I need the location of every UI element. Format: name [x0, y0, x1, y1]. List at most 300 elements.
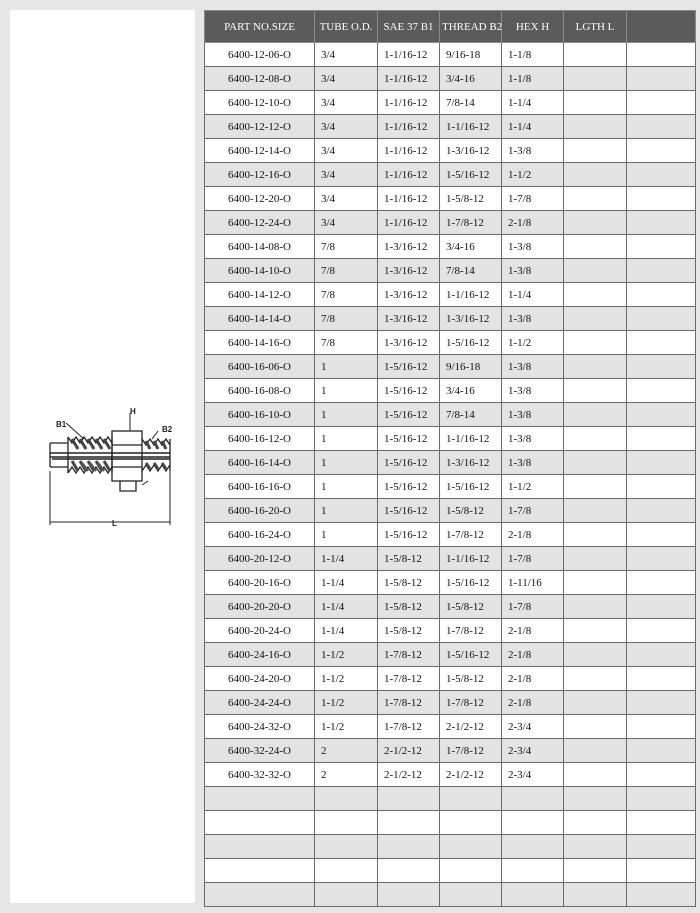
- cell-extra: [627, 331, 696, 355]
- cell-extra: [627, 571, 696, 595]
- cell-part-no: 6400-24-20-O: [205, 667, 315, 691]
- cell-length-l: [564, 739, 627, 763]
- cell-part-no: [205, 859, 315, 883]
- cell-tube-od: 1-1/2: [315, 643, 378, 667]
- cell-sae-37-b1: 1-3/16-12: [378, 259, 440, 283]
- cell-sae-37-b1: 1-3/16-12: [378, 283, 440, 307]
- cell-hex-h: 2-1/8: [502, 211, 564, 235]
- cell-tube-od: 1-1/4: [315, 571, 378, 595]
- cell-length-l: [564, 475, 627, 499]
- cell-sae-37-b1: [378, 835, 440, 859]
- cell-tube-od: [315, 787, 378, 811]
- cell-sae-37-b1: 1-7/8-12: [378, 643, 440, 667]
- cell-length-l: [564, 787, 627, 811]
- cell-part-no: 6400-12-24-O: [205, 211, 315, 235]
- cell-extra: [627, 307, 696, 331]
- table-row: [205, 739, 696, 763]
- cell-thread-b2: 1-7/8-12: [440, 691, 502, 715]
- cell-length-l: [564, 691, 627, 715]
- cell-hex-h: 1-1/8: [502, 67, 564, 91]
- cell-extra: [627, 379, 696, 403]
- cell-hex-h: 1-7/8: [502, 595, 564, 619]
- cell-part-no: 6400-12-12-O: [205, 115, 315, 139]
- cell-length-l: [564, 835, 627, 859]
- cell-part-no: 6400-20-12-O: [205, 547, 315, 571]
- cell-extra: [627, 643, 696, 667]
- cell-part-no: 6400-16-06-O: [205, 355, 315, 379]
- cell-length-l: [564, 883, 627, 907]
- cell-tube-od: 1-1/4: [315, 547, 378, 571]
- cell-part-no: 6400-12-08-O: [205, 67, 315, 91]
- cell-hex-h: 2-1/8: [502, 619, 564, 643]
- cell-extra: [627, 499, 696, 523]
- cell-length-l: [564, 379, 627, 403]
- cell-extra: [627, 355, 696, 379]
- cell-sae-37-b1: 1-1/16-12: [378, 67, 440, 91]
- cell-hex-h: 1-3/8: [502, 427, 564, 451]
- cell-extra: [627, 715, 696, 739]
- table-row: [205, 883, 696, 907]
- cell-extra: [627, 619, 696, 643]
- table-row: [205, 115, 696, 139]
- cell-length-l: [564, 211, 627, 235]
- cell-thread-b2: [440, 811, 502, 835]
- cell-length-l: [564, 451, 627, 475]
- cell-extra: [627, 139, 696, 163]
- cell-sae-37-b1: 1-5/16-12: [378, 499, 440, 523]
- cell-part-no: 6400-14-16-O: [205, 331, 315, 355]
- label-l: L: [112, 519, 117, 528]
- cell-thread-b2: [440, 835, 502, 859]
- cell-extra: [627, 163, 696, 187]
- cell-thread-b2: 1-5/16-12: [440, 571, 502, 595]
- cell-extra: [627, 595, 696, 619]
- cell-extra: [627, 523, 696, 547]
- cell-hex-h: 1-1/4: [502, 283, 564, 307]
- cell-tube-od: 1: [315, 403, 378, 427]
- cell-sae-37-b1: 1-7/8-12: [378, 715, 440, 739]
- cell-sae-37-b1: 1-3/16-12: [378, 307, 440, 331]
- table-row: [205, 91, 696, 115]
- table-row: [205, 499, 696, 523]
- table-row: [205, 619, 696, 643]
- cell-tube-od: 3/4: [315, 115, 378, 139]
- cell-sae-37-b1: 1-5/8-12: [378, 595, 440, 619]
- table-row: [205, 187, 696, 211]
- table-row: [205, 787, 696, 811]
- cell-length-l: [564, 283, 627, 307]
- cell-thread-b2: 1-5/8-12: [440, 499, 502, 523]
- cell-length-l: [564, 163, 627, 187]
- header-hex-h: HEX H: [502, 11, 564, 43]
- cell-hex-h: 1-11/16: [502, 571, 564, 595]
- cell-part-no: 6400-14-10-O: [205, 259, 315, 283]
- cell-thread-b2: 1-3/16-12: [440, 451, 502, 475]
- cell-sae-37-b1: [378, 883, 440, 907]
- cell-tube-od: 1: [315, 499, 378, 523]
- cell-thread-b2: 7/8-14: [440, 403, 502, 427]
- cell-length-l: [564, 427, 627, 451]
- table-body: [205, 43, 696, 907]
- cell-tube-od: 1-1/2: [315, 691, 378, 715]
- table-row: [205, 859, 696, 883]
- label-h: H: [130, 407, 136, 416]
- cell-extra: [627, 115, 696, 139]
- cell-sae-37-b1: 1-5/16-12: [378, 523, 440, 547]
- cell-hex-h: [502, 811, 564, 835]
- cell-tube-od: 7/8: [315, 283, 378, 307]
- cell-extra: [627, 211, 696, 235]
- cell-hex-h: 1-3/8: [502, 403, 564, 427]
- cell-hex-h: 2-1/8: [502, 667, 564, 691]
- cell-tube-od: 1: [315, 379, 378, 403]
- cell-part-no: 6400-16-08-O: [205, 379, 315, 403]
- cell-sae-37-b1: 1-7/8-12: [378, 691, 440, 715]
- table-row: [205, 379, 696, 403]
- table-row: [205, 811, 696, 835]
- cell-length-l: [564, 547, 627, 571]
- cell-extra: [627, 43, 696, 67]
- cell-tube-od: 1-1/4: [315, 619, 378, 643]
- cell-thread-b2: 1-7/8-12: [440, 739, 502, 763]
- cell-length-l: [564, 595, 627, 619]
- cell-sae-37-b1: 1-1/16-12: [378, 115, 440, 139]
- cell-tube-od: 2: [315, 763, 378, 787]
- cell-hex-h: [502, 787, 564, 811]
- cell-thread-b2: 9/16-18: [440, 43, 502, 67]
- cell-tube-od: 3/4: [315, 67, 378, 91]
- table-row: [205, 715, 696, 739]
- cell-hex-h: 1-1/2: [502, 475, 564, 499]
- cell-length-l: [564, 763, 627, 787]
- cell-hex-h: 1-3/8: [502, 259, 564, 283]
- cell-extra: [627, 763, 696, 787]
- cell-extra: [627, 883, 696, 907]
- cell-part-no: [205, 883, 315, 907]
- cell-sae-37-b1: 1-5/8-12: [378, 547, 440, 571]
- cell-sae-37-b1: 1-5/8-12: [378, 619, 440, 643]
- cell-thread-b2: 1-5/8-12: [440, 595, 502, 619]
- cell-tube-od: 1-1/2: [315, 715, 378, 739]
- cell-part-no: 6400-12-16-O: [205, 163, 315, 187]
- cell-length-l: [564, 187, 627, 211]
- cell-extra: [627, 403, 696, 427]
- cell-tube-od: 1-1/4: [315, 595, 378, 619]
- cell-tube-od: 1: [315, 475, 378, 499]
- cell-tube-od: 7/8: [315, 235, 378, 259]
- cell-part-no: 6400-24-16-O: [205, 643, 315, 667]
- cell-tube-od: 1: [315, 355, 378, 379]
- cell-part-no: 6400-14-14-O: [205, 307, 315, 331]
- cell-extra: [627, 451, 696, 475]
- cell-thread-b2: [440, 859, 502, 883]
- cell-sae-37-b1: [378, 787, 440, 811]
- cell-hex-h: 2-1/8: [502, 643, 564, 667]
- cell-length-l: [564, 43, 627, 67]
- cell-length-l: [564, 811, 627, 835]
- cell-thread-b2: 1-1/16-12: [440, 283, 502, 307]
- cell-part-no: 6400-16-10-O: [205, 403, 315, 427]
- cell-sae-37-b1: 2-1/2-12: [378, 763, 440, 787]
- cell-thread-b2: 1-7/8-12: [440, 619, 502, 643]
- cell-tube-od: 3/4: [315, 211, 378, 235]
- cell-hex-h: [502, 859, 564, 883]
- cell-thread-b2: 7/8-14: [440, 91, 502, 115]
- cell-sae-37-b1: 1-1/16-12: [378, 91, 440, 115]
- cell-hex-h: 2-3/4: [502, 763, 564, 787]
- table-header-row: [205, 11, 696, 43]
- cell-tube-od: 7/8: [315, 307, 378, 331]
- cell-length-l: [564, 571, 627, 595]
- cell-part-no: 6400-32-32-O: [205, 763, 315, 787]
- cell-sae-37-b1: 1-5/16-12: [378, 403, 440, 427]
- cell-extra: [627, 91, 696, 115]
- cell-part-no: 6400-24-32-O: [205, 715, 315, 739]
- cell-length-l: [564, 715, 627, 739]
- cell-length-l: [564, 499, 627, 523]
- table-row: [205, 307, 696, 331]
- cell-thread-b2: 1-3/16-12: [440, 307, 502, 331]
- cell-thread-b2: 9/16-18: [440, 355, 502, 379]
- cell-thread-b2: 1-5/16-12: [440, 331, 502, 355]
- table-row: [205, 331, 696, 355]
- cell-hex-h: [502, 835, 564, 859]
- parts-table: [204, 10, 696, 907]
- cell-part-no: 6400-12-14-O: [205, 139, 315, 163]
- cell-tube-od: 1: [315, 451, 378, 475]
- table-row: [205, 67, 696, 91]
- cell-extra: [627, 739, 696, 763]
- cell-extra: [627, 427, 696, 451]
- cell-thread-b2: 2-1/2-12: [440, 763, 502, 787]
- cell-tube-od: 3/4: [315, 163, 378, 187]
- cell-part-no: 6400-24-24-O: [205, 691, 315, 715]
- table-row: [205, 523, 696, 547]
- cell-hex-h: 2-1/8: [502, 523, 564, 547]
- table-row: [205, 163, 696, 187]
- cell-sae-37-b1: 1-3/16-12: [378, 331, 440, 355]
- cell-hex-h: 1-3/8: [502, 235, 564, 259]
- cell-thread-b2: 7/8-14: [440, 259, 502, 283]
- cell-tube-od: [315, 883, 378, 907]
- cell-thread-b2: 2-1/2-12: [440, 715, 502, 739]
- cell-sae-37-b1: 1-3/16-12: [378, 235, 440, 259]
- cell-sae-37-b1: 1-5/16-12: [378, 475, 440, 499]
- parts-table-container: [204, 10, 695, 907]
- cell-hex-h: 1-1/2: [502, 331, 564, 355]
- cell-extra: [627, 67, 696, 91]
- cell-sae-37-b1: [378, 859, 440, 883]
- cell-part-no: 6400-12-06-O: [205, 43, 315, 67]
- cell-tube-od: 7/8: [315, 331, 378, 355]
- table-row: [205, 235, 696, 259]
- table-row: [205, 667, 696, 691]
- cell-sae-37-b1: 1-5/16-12: [378, 427, 440, 451]
- cell-part-no: 6400-32-24-O: [205, 739, 315, 763]
- cell-part-no: 6400-20-20-O: [205, 595, 315, 619]
- table-row: [205, 451, 696, 475]
- hex-section: [112, 431, 142, 491]
- cell-thread-b2: 3/4-16: [440, 235, 502, 259]
- cell-tube-od: 3/4: [315, 187, 378, 211]
- cell-extra: [627, 691, 696, 715]
- header-extra: [627, 11, 696, 43]
- cell-length-l: [564, 91, 627, 115]
- label-b2: B2: [162, 425, 173, 434]
- cell-length-l: [564, 331, 627, 355]
- cell-part-no: 6400-12-20-O: [205, 187, 315, 211]
- cell-thread-b2: 1-1/16-12: [440, 115, 502, 139]
- cell-hex-h: 1-3/8: [502, 379, 564, 403]
- cell-extra: [627, 859, 696, 883]
- cell-length-l: [564, 67, 627, 91]
- cell-extra: [627, 547, 696, 571]
- cell-hex-h: 2-3/4: [502, 715, 564, 739]
- cell-extra: [627, 811, 696, 835]
- cell-length-l: [564, 139, 627, 163]
- table-row: [205, 595, 696, 619]
- cell-hex-h: 2-3/4: [502, 739, 564, 763]
- header-tube-od: TUBE O.D.: [315, 11, 378, 43]
- cell-length-l: [564, 667, 627, 691]
- cell-hex-h: 1-1/2: [502, 163, 564, 187]
- cell-thread-b2: 1-7/8-12: [440, 523, 502, 547]
- cell-hex-h: 1-3/8: [502, 451, 564, 475]
- cell-tube-od: 2: [315, 739, 378, 763]
- cell-thread-b2: 1-1/16-12: [440, 427, 502, 451]
- cell-sae-37-b1: 1-1/16-12: [378, 211, 440, 235]
- cell-part-no: 6400-20-16-O: [205, 571, 315, 595]
- cell-part-no: [205, 787, 315, 811]
- cell-thread-b2: 1-3/16-12: [440, 139, 502, 163]
- cell-tube-od: [315, 811, 378, 835]
- cell-tube-od: 1-1/2: [315, 667, 378, 691]
- cell-part-no: 6400-16-12-O: [205, 427, 315, 451]
- cell-tube-od: 7/8: [315, 259, 378, 283]
- table-row: [205, 259, 696, 283]
- cell-thread-b2: 1-5/16-12: [440, 475, 502, 499]
- cell-length-l: [564, 235, 627, 259]
- cell-tube-od: 1: [315, 523, 378, 547]
- cell-part-no: 6400-14-12-O: [205, 283, 315, 307]
- cell-thread-b2: [440, 787, 502, 811]
- table-row: [205, 571, 696, 595]
- cell-hex-h: 1-3/8: [502, 307, 564, 331]
- table-row: [205, 643, 696, 667]
- cell-part-no: 6400-16-14-O: [205, 451, 315, 475]
- diagram-panel: [10, 10, 195, 903]
- table-row: [205, 139, 696, 163]
- cell-extra: [627, 475, 696, 499]
- cell-part-no: 6400-14-08-O: [205, 235, 315, 259]
- cell-sae-37-b1: 1-5/16-12: [378, 451, 440, 475]
- cell-length-l: [564, 115, 627, 139]
- table-row: [205, 403, 696, 427]
- cell-extra: [627, 259, 696, 283]
- cell-thread-b2: 1-1/16-12: [440, 547, 502, 571]
- cell-sae-37-b1: [378, 811, 440, 835]
- cell-part-no: 6400-20-24-O: [205, 619, 315, 643]
- cell-part-no: [205, 835, 315, 859]
- table-row: [205, 691, 696, 715]
- cell-thread-b2: 1-5/8-12: [440, 667, 502, 691]
- table-row: [205, 283, 696, 307]
- table-row: [205, 427, 696, 451]
- cell-thread-b2: 1-5/16-12: [440, 643, 502, 667]
- cell-sae-37-b1: 1-5/16-12: [378, 379, 440, 403]
- cell-sae-37-b1: 1-7/8-12: [378, 667, 440, 691]
- cell-hex-h: [502, 883, 564, 907]
- cell-part-no: 6400-16-16-O: [205, 475, 315, 499]
- cell-thread-b2: 1-5/8-12: [440, 187, 502, 211]
- cell-thread-b2: [440, 883, 502, 907]
- cell-sae-37-b1: 1-1/16-12: [378, 139, 440, 163]
- cell-extra: [627, 187, 696, 211]
- cell-length-l: [564, 403, 627, 427]
- cell-hex-h: 1-1/4: [502, 115, 564, 139]
- header-sae-37-b1: SAE 37 B1: [378, 11, 440, 43]
- cell-thread-b2: 3/4-16: [440, 379, 502, 403]
- header-thread-b2: THREAD B2: [440, 11, 502, 43]
- cell-extra: [627, 235, 696, 259]
- cell-extra: [627, 835, 696, 859]
- cell-thread-b2: 1-5/16-12: [440, 163, 502, 187]
- table-row: [205, 211, 696, 235]
- cell-length-l: [564, 307, 627, 331]
- table-row: [205, 763, 696, 787]
- cell-hex-h: 1-7/8: [502, 187, 564, 211]
- header-length-l: LGTH L: [564, 11, 627, 43]
- cell-length-l: [564, 355, 627, 379]
- cell-hex-h: 1-3/8: [502, 355, 564, 379]
- cell-sae-37-b1: 1-5/8-12: [378, 571, 440, 595]
- table-row: [205, 547, 696, 571]
- cell-sae-37-b1: 1-1/16-12: [378, 187, 440, 211]
- cell-extra: [627, 283, 696, 307]
- cell-tube-od: [315, 859, 378, 883]
- cell-tube-od: 3/4: [315, 139, 378, 163]
- cell-hex-h: 1-3/8: [502, 139, 564, 163]
- cell-part-no: 6400-16-20-O: [205, 499, 315, 523]
- cell-part-no: 6400-12-10-O: [205, 91, 315, 115]
- cell-hex-h: 1-1/4: [502, 91, 564, 115]
- cell-thread-b2: 1-7/8-12: [440, 211, 502, 235]
- fitting-diagram: [38, 405, 178, 530]
- cell-sae-37-b1: 1-1/16-12: [378, 163, 440, 187]
- cell-extra: [627, 667, 696, 691]
- cell-length-l: [564, 523, 627, 547]
- cell-tube-od: 3/4: [315, 43, 378, 67]
- cell-tube-od: 1: [315, 427, 378, 451]
- cell-hex-h: 2-1/8: [502, 691, 564, 715]
- cell-hex-h: 1-7/8: [502, 547, 564, 571]
- cell-sae-37-b1: 2-1/2-12: [378, 739, 440, 763]
- cell-length-l: [564, 259, 627, 283]
- cell-extra: [627, 787, 696, 811]
- table-row: [205, 355, 696, 379]
- label-b1: B1: [56, 420, 67, 429]
- cell-tube-od: [315, 835, 378, 859]
- cell-part-no: 6400-16-24-O: [205, 523, 315, 547]
- cell-tube-od: 3/4: [315, 91, 378, 115]
- cell-length-l: [564, 619, 627, 643]
- cell-sae-37-b1: 1-5/16-12: [378, 355, 440, 379]
- cell-hex-h: 1-1/8: [502, 43, 564, 67]
- header-part-no: PART NO.SIZE: [205, 11, 315, 43]
- table-row: [205, 475, 696, 499]
- table-row: [205, 43, 696, 67]
- cell-length-l: [564, 643, 627, 667]
